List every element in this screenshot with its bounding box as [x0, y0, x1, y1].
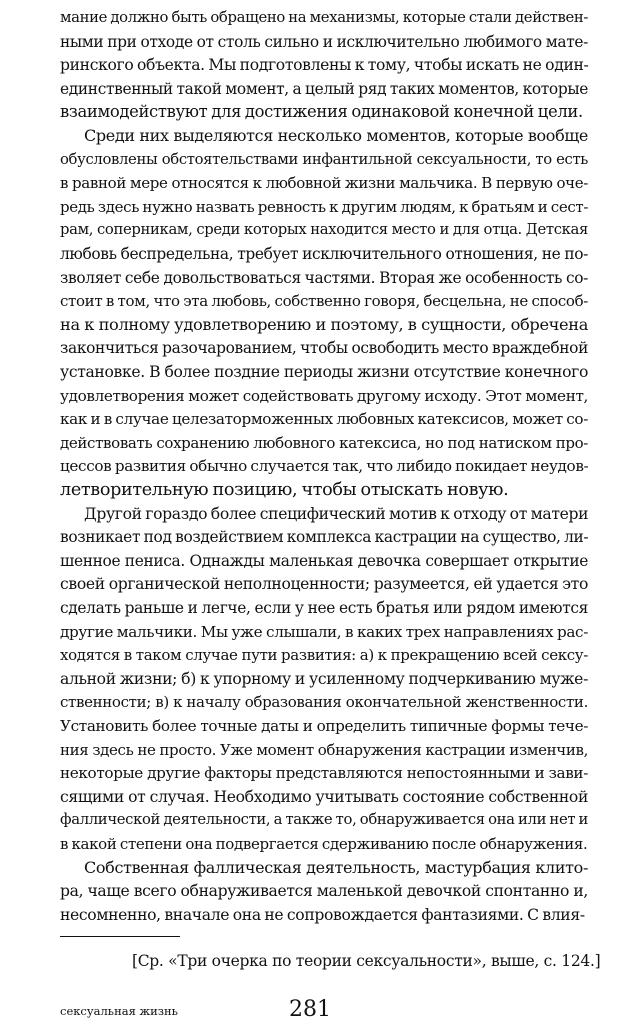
- page-number: 281: [289, 997, 331, 1022]
- text-line: обусловлены обстоятельствами инфантильной сексуальности, то есть: [60, 150, 588, 168]
- text-line: мание должно быть обращено на механизмы, которые стали действен-: [60, 9, 589, 26]
- text-line: Установить более точные даты и определить типичные формы тече-: [60, 717, 588, 735]
- text-line: единственный такой момент, а целый ряд таких моментов, которые: [60, 79, 588, 98]
- text-line: любовь беспредельна, требует исключительного отношения, не по-: [60, 245, 588, 263]
- text-line: Собственная фаллическая деятельность, мастурбация клито-: [84, 857, 588, 877]
- text-line: несомненно, вначале она не сопровождается фантазиями. С влия-: [60, 905, 585, 924]
- text-line: некоторые другие факторы представляются непостоянными и зави-: [60, 764, 588, 783]
- text-line: редь здесь нужно назвать ревность к другим людям, к братьям и сест-: [60, 197, 589, 216]
- text-line: ственности; в) к началу образования окончательной женственности.: [60, 693, 588, 712]
- text-line: установке. В более поздние периоды жизни отсутствие конечного: [60, 363, 588, 381]
- text-line: цессов развития обычно случается так, что либидо покидает неудов-: [60, 457, 589, 476]
- text-line: Другой гораздо более специфический мотив к отходу от матери: [84, 504, 589, 523]
- text-line: закончиться разочарованием, чтобы освободить место враждебной: [60, 339, 588, 358]
- text-line: ра, чаще всего обнаруживается маленькой девочкой спонтанно и,: [60, 882, 588, 901]
- text-line: на к полному удовлетворению и поэтому, в сущности, обречена: [60, 314, 588, 334]
- text-line: другие мальчики. Мы уже слышали, в каких трех направлениях рас-: [60, 622, 588, 641]
- text-line: ходятся в таком случае пути развития: а) к прекращению всей сексу-: [60, 646, 588, 665]
- text-line: ринского объекта. Мы подготовлены к тому, чтобы искать не один-: [60, 56, 589, 75]
- text-line: в какой степени она подвергается сдерживанию после обнаружения.: [60, 835, 588, 853]
- text-line: сделать раньше и легче, если у нее есть братья или рядом имеются: [60, 599, 588, 617]
- text-line: в равной мере относятся к любовной жизни мальчика. В первую оче-: [60, 174, 588, 193]
- text-line: взаимодействуют для достижения одинаковой конечной цели.: [60, 102, 583, 122]
- footnote-rule: [60, 936, 180, 937]
- text-line: Среди них выделяются несколько моментов, которые вообще: [84, 126, 588, 145]
- text-line: ными при отходе от столь сильно и исключительно любимого мате-: [60, 32, 588, 51]
- text-line: своей органической неполноценности; разумеется, ей удается это: [60, 575, 588, 594]
- text-line: зволяет себе довольствоваться частями. Вторая же особенность со-: [60, 268, 588, 287]
- text-line: фаллической деятельности, а также то, обнаруживается она или нет и: [60, 811, 589, 829]
- text-line: удовлетворения может содействовать другому исходу. Этот момент,: [60, 386, 588, 405]
- text-line: сящими от случая. Необходимо учитывать состояние собственной: [60, 787, 588, 806]
- text-line: рам, соперникам, среди которых находится место и для отца. Детская: [60, 221, 588, 239]
- footnote: [Ср. «Три очерка по теории сексуальности», выше, с. 124.]: [132, 952, 601, 970]
- text-line: летворительную позицию, чтобы отыскать новую.: [60, 480, 509, 500]
- text-line: действовать сохранению любовного катексиса, но под натиском про-: [60, 433, 588, 452]
- text-line: ния здесь не просто. Уже момент обнаружения кастрации изменчив,: [60, 740, 588, 759]
- running-title: сексуальная жизнь: [60, 1004, 178, 1018]
- text-line: стоит в том, что эта любовь, собственно говоря, бесцельна, не способ-: [60, 292, 588, 311]
- text-line: возникает под воздействием комплекса кастрации на существо, ли-: [60, 528, 589, 547]
- text-line: как и в случае целезаторможенных любовных катексисов, может со-: [60, 410, 588, 429]
- text-line: альной жизни; б) к упорному и усиленному подчеркиванию муже-: [60, 669, 588, 688]
- text-line: шенное пениса. Однажды маленькая девочка совершает открытие: [60, 551, 588, 570]
